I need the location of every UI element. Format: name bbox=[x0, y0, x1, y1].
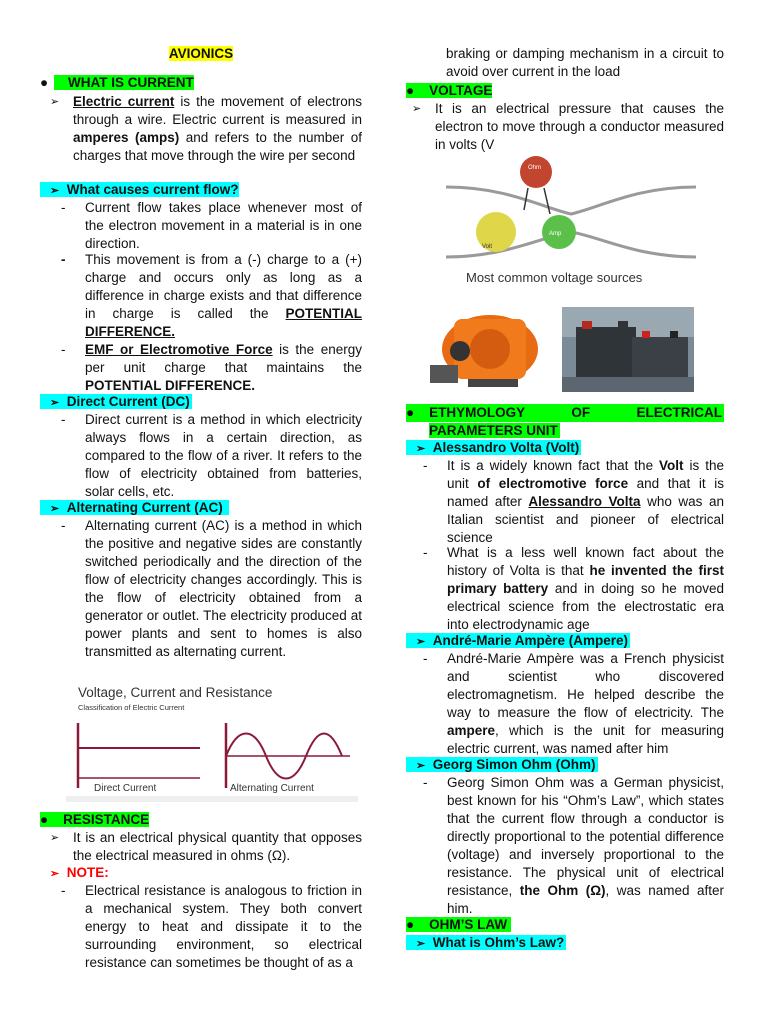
current-classification-graphic bbox=[66, 680, 358, 802]
figure-title: Voltage, Current and Resistance bbox=[78, 685, 273, 700]
bullet-dot: ● bbox=[40, 812, 49, 827]
ac-item: - Alternating current (AC) is a method in which the positive and negative sides are constantly switched periodically and the direction of the flow of electricity changes accordingly. This is the flow of electricity obtained from a generator or outlet. The electricity produced at power plants and sent to homes is also transmitted as alternating current. bbox=[61, 518, 362, 659]
arrow-bullet-icon: ➢ bbox=[50, 397, 60, 409]
arrow-bullet-icon: ➢ bbox=[50, 868, 60, 880]
dc-item: - Direct current is a method in which electricity always flows in a certain direction, as compared to the flow of a river. It refers to the flow of electricity obtained from batteries, solar cells, etc. bbox=[61, 412, 362, 499]
bullet-dot: ● bbox=[406, 405, 430, 420]
subheading-ohm: ➢ Georg Simon Ohm (Ohm) bbox=[406, 756, 724, 775]
ohm-item: - Georg Simon Ohm was a German physicist, best known for his “Ohm’s Law”, which states that the current flow through a conductor is directly proportional to the potential difference (voltage) and inversely proportional to the resistance. The physical unit of electrical resistance, the Ohm (Ω), was named after him. bbox=[423, 775, 724, 916]
ampere-item: - André-Marie Ampère was a French physicist and scientist who discovered electromagnetism. He helped describe the way to measure the flow of electricity. The ampere, which is the unit for measuring electric current, was named after him bbox=[423, 651, 724, 756]
voltage-paragraph: ➢ It is an electrical pressure that causes the electron to move through a conductor measured in volts (V bbox=[412, 101, 724, 152]
emf-item: - EMF or Electromotive Force is the energy per unit charge that maintains the POTENTIAL DIFFERENCE. bbox=[61, 342, 362, 393]
subheading-ohms-law-question: ➢ What is Ohm’s Law? bbox=[406, 934, 724, 953]
causes-item-2: - This movement is from a (-) charge to a (+) charge and occurs only as long as a difference in charge exists and that difference in charge is called the POTENTIAL DIFFERENCE. bbox=[61, 252, 362, 339]
amp-figure-label: Amp bbox=[549, 231, 562, 237]
arrow-bullet-icon: ➢ bbox=[50, 503, 60, 515]
note-heading: ➢ NOTE: bbox=[50, 865, 109, 880]
volta-item-1: - It is a widely known fact that the Volt is the unit of electromotive force and that it is named after Alessandro Volta who was an Italian scientist and pioneer of electrical science bbox=[423, 458, 724, 545]
section-ohms-law: ● OHM’S LAW bbox=[406, 916, 724, 934]
arrow-bullet-icon: ➢ bbox=[412, 103, 422, 115]
arrow-bullet-icon: ➢ bbox=[416, 636, 426, 648]
generator-graphic bbox=[428, 307, 558, 392]
bullet-dot: ● bbox=[406, 917, 415, 932]
arrow-bullet-icon: ➢ bbox=[416, 443, 426, 455]
battery-image bbox=[562, 307, 694, 392]
volt-figure-label: Volt bbox=[482, 244, 493, 250]
generator-image bbox=[428, 307, 558, 392]
arrow-bullet-icon: ➢ bbox=[50, 185, 60, 197]
subheading-causes: ➢ What causes current flow? bbox=[40, 181, 362, 200]
arrow-bullet-icon: ➢ bbox=[50, 832, 60, 844]
resistance-paragraph: ➢ It is an electrical physical quantity that opposes the electrical measured in ohms (Ω). bbox=[50, 830, 362, 863]
electric-current-paragraph: ➢ Electric current is the movement of electrons through a wire. Electric current is measured in amperes (amps) and refers to the number of charges that move through the wire per second bbox=[50, 94, 362, 163]
continued-text: braking or damping mechanism in a circuit to avoid over current in the load bbox=[446, 46, 724, 79]
current-classification-figure bbox=[66, 680, 358, 802]
subheading-ac: ➢ Alternating Current (AC) bbox=[40, 499, 362, 518]
bullet-dot: ● bbox=[40, 75, 49, 90]
bullet-dot: ● bbox=[406, 83, 415, 98]
ohm-figure-label: Ohm bbox=[528, 165, 542, 171]
subheading-dc: ➢ Direct Current (DC) bbox=[40, 393, 362, 412]
causes-item-1: - Current flow takes place whenever most of the electron movement in a material is in one direction. bbox=[61, 200, 362, 251]
ac-label: Alternating Current bbox=[230, 783, 314, 794]
dc-label: Direct Current bbox=[94, 783, 157, 794]
subheading-volta: ➢ Alessandro Volta (Volt) bbox=[406, 439, 724, 458]
arrow-bullet-icon: ➢ bbox=[416, 760, 426, 772]
volta-item-2: - What is a less well known fact about the history of Volta is that he invented the first primary battery and in doing so he moved electrical science from the electrostatic era into electrodynamic age bbox=[423, 545, 724, 632]
subheading-ampere: ➢ André-Marie Ampère (Ampere) bbox=[406, 632, 724, 651]
arrow-bullet-icon: ➢ bbox=[50, 96, 60, 108]
ohm-amp-volt-graphic bbox=[446, 152, 696, 288]
voltage-illustration bbox=[446, 152, 696, 288]
section-etymology: ● ETHYMOLOGY OF ELECTRICAL PARAMETERS UNIT bbox=[406, 405, 722, 438]
battery-graphic bbox=[562, 307, 694, 392]
figure-subtitle: Classification of Electric Current bbox=[78, 703, 185, 712]
section-resistance: ● RESISTANCE bbox=[40, 812, 150, 827]
section-voltage: ● VOLTAGE bbox=[406, 83, 493, 98]
arrow-bullet-icon: ➢ bbox=[416, 938, 426, 950]
voltage-sources-caption: Most common voltage sources bbox=[466, 270, 643, 285]
note-item: - Electrical resistance is analogous to friction in a mechanical system. They both convert energy to heat and dissipate it to the surrounding environment, so electrical resistance can sometimes be thought of as a bbox=[61, 883, 362, 970]
section-what-is-current: ● WHAT IS CURRENT bbox=[40, 75, 194, 90]
document-title: AVIONICS bbox=[168, 46, 234, 61]
